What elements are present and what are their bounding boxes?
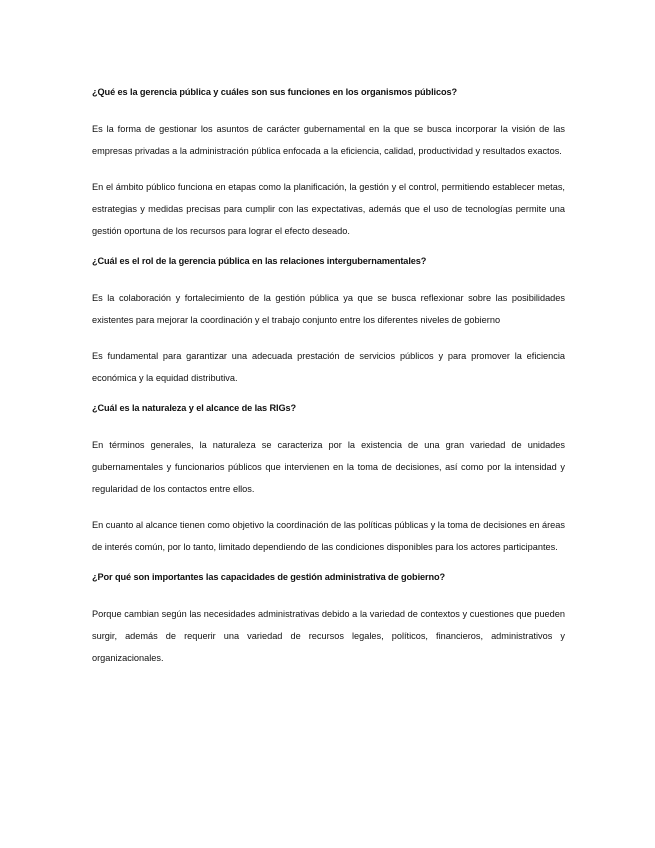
section-question: ¿Qué es la gerencia pública y cuáles son sus funciones en los organismos públicos? xyxy=(92,87,458,97)
section-rol-gerencia xyxy=(92,255,565,389)
section-paragraph: Es fundamental para garantizar una adecuada prestación de servicios públicos y para promover la eficiencia económica y la equidad distributiva. xyxy=(92,350,565,383)
section-question: ¿Cuál es la naturaleza y el alcance de las RIGs? xyxy=(92,403,297,413)
section-paragraph: En cuanto al alcance tienen como objetivo la coordinación de las políticas públicas y la toma de decisiones en áreas de interés común, por lo tanto, limitado dependiendo de las condiciones disponibles para los actores participantes. xyxy=(92,519,565,552)
section-paragraph: Porque cambian según las necesidades administrativas debido a la variedad de contextos y cuestiones que pueden surgir, además de requerir una variedad de recursos legales, políticos, financieros, administrativos y organizacionales. xyxy=(92,609,565,663)
document-page xyxy=(92,86,565,683)
section-paragraph: Es la forma de gestionar los asuntos de carácter gubernamental en la que se busca incorporar la visión de las empresas privadas a la administración pública enfocada a la eficiencia, calidad, productividad y resultados exactos. xyxy=(92,124,565,156)
section-paragraph: En términos generales, la naturaleza se caracteriza por la existencia de una gran variedad de unidades gubernamentales y funcionarios públicos que intervienen en la toma de decisiones, así como por la intensidad y regularidad de los contactos entre ellos. xyxy=(92,440,565,494)
section-question: ¿Por qué son importantes las capacidades de gestión administrativa de gobierno? xyxy=(92,572,446,582)
section-gerencia-publica xyxy=(92,86,565,242)
section-capacidades-gestion xyxy=(92,571,565,669)
section-paragraph: En el ámbito público funciona en etapas como la planificación, la gestión y el control, permitiendo establecer metas, estrategias y medidas precisas para cumplir con las expectativas, además que el uso de tecnologías permite una gestión oportuna de los recursos para lograr el efecto deseado. xyxy=(92,181,565,236)
section-question: ¿Cuál es el rol de la gerencia pública en las relaciones intergubernamentales? xyxy=(92,256,427,266)
section-paragraph: Es la colaboración y fortalecimiento de la gestión pública ya que se busca reflexionar sobre las posibilidades existentes para mejorar la coordinación y el trabajo conjunto entre los diferentes niveles de gobierno xyxy=(92,293,565,325)
section-naturaleza-rigs xyxy=(92,402,565,558)
